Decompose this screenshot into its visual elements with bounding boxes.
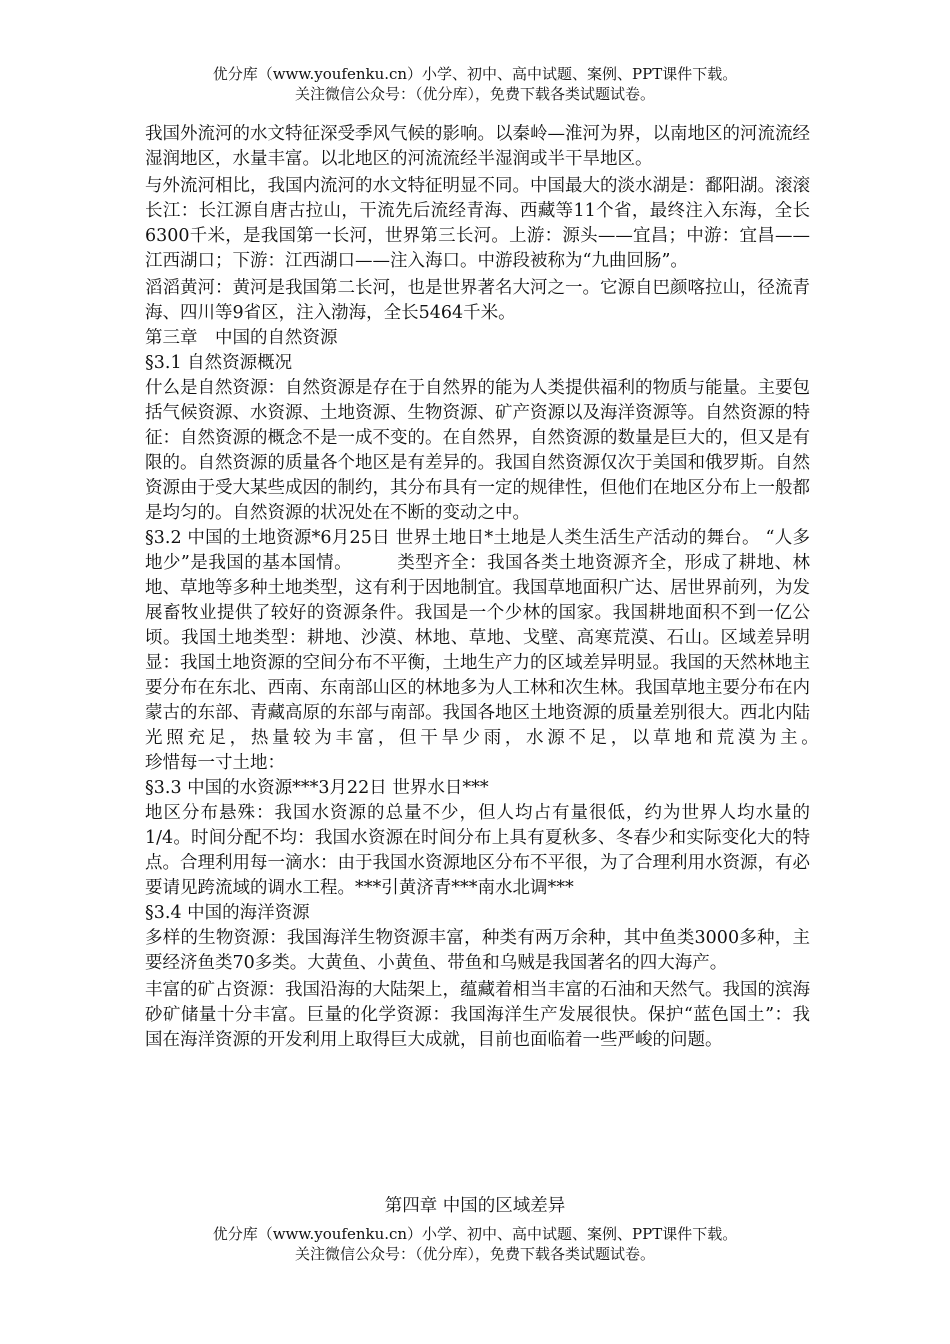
section-3-4-title: §3.4 中国的海洋资源 [145,903,310,923]
page-header [0,64,950,104]
paragraph-outflow-rivers: 我国外流河的水文特征深受季风气候的影响。以秦岭—淮河为界，以南地区的河流流经湿润地区，水量丰富。以北地区的河流流经半湿润或半干旱地区。 [145,124,810,169]
footer-line-2: 关注微信公众号：（优分库），免费下载各类试题试卷。 [294,1245,655,1263]
section-3-3-body: 地区分布悬殊：我国水资源的总量不少，但人均占有量很低，约为世界人均水量的1/4。时间分配不均：我国水资源在时间分布上具有夏秋多、冬春少和实际变化大的特点。合理利用每一滴水：由于我国水资源地区分布不平很，为了合理利用水资源，有必要请见跨流域的调水工程。***引黄济青***南水北调*** [145,803,810,898]
section-3-4-body-1: 多样的生物资源：我国海洋生物资源丰富，种类有两万余种，其中鱼类3000多种，主要经济鱼类70多类。大黄鱼、小黄鱼、带鱼和乌贼是我国著名的四大海产。 [145,928,810,973]
section-3-4-body-2: 丰富的矿占资源：我国沿海的大陆架上，蕴藏着相当丰富的石油和天然气。我国的滨海砂矿储量十分丰富。巨量的化学资源：我国海洋生产发展很快。保护“蓝色国土”：我国在海洋资源的开发利用上取得巨大成就，目前也面临着一些严峻的问题。 [145,980,810,1050]
chapter-3-title: 第三章 中国的自然资源 [145,328,338,348]
section-3-2-body: §3.2 中国的土地资源*6月25日 世界土地日*土地是人类生活生产活动的舞台。 “人多地少”是我国的基本国情。 类型齐全：我国各类土地资源齐全，形成了耕地、林地、草地等多种土地类型，这有利于因地制宜。我国草地面积广达、居世界前列，为发展畜牧业提供了较好的资源条件。我国是一个少林的国家。我国耕地面积不到一亿公顷。我国土地类型：耕地、沙漠、林地、草地、戈壁、高寒荒漠、石山。区域差异明显：我国土地资源的空间分布不平衡，土地生产力的区域差异明显。我国的天然林地主要分布在东北、西南、东南部山区的林地多为人工林和次生林。我国草地主要分布在内蒙古的东部、青藏高原的东部与南部。我国各地区土地资源的质量差别很大。西北内陆光照充足，热量较为丰富，但干旱少雨，水源不足，以草地和荒漠为主。 珍惜每一寸土地： [145,528,915,773]
document-body [145,122,915,1053]
header-line-2: 关注微信公众号：（优分库），免费下载各类试题试卷。 [294,85,655,103]
section-3-1-title: §3.1 自然资源概况 [145,353,293,373]
chapter-4-title: 第四章 中国的区域差异 [384,1196,566,1216]
header-line-1: 优分库（www.youfenku.cn）小学、初中、高中试题、案例、PPT课件下载。 [212,65,738,83]
section-3-1-body: 什么是自然资源：自然资源是存在于自然界的能为人类提供福利的物质与能量。主要包括气候资源、水资源、土地资源、生物资源、矿产资源以及海洋资源等。自然资源的特征：自然资源的概念不是一成不变的。在自然界，自然资源的数量是巨大的，但又是有限的。自然资源的质量各个地区是有差异的。我国自然资源仅次于美国和俄罗斯。自然资源由于受大某些成因的制约，其分布具有一定的规律性，但他们在地区分布上一般都是均匀的。自然资源的状况处在不断的变动之中。 [145,378,810,523]
paragraph-yellow-river: 滔滔黄河：黄河是我国第二长河，也是世界著名大河之一。它源自巴颜喀拉山，径流青海、四川等9省区，注入渤海，全长5464千米。 [145,278,810,323]
section-3-3-title: §3.3 中国的水资源***3月22日 世界水日*** [145,778,489,798]
paragraph-yangtze: 与外流河相比，我国内流河的水文特征明显不同。中国最大的淡水湖是：鄱阳湖。滚滚长江：长江源自唐古拉山，干流先后流经青海、西藏等11个省，最终注入东海，全长6300千米，是我国第一长河，世界第三长河。上游：源头——宜昌；中游：宜昌——江西湖口；下游：江西湖口——注入海口。中游段被称为“九曲回肠”。 [145,176,810,271]
page-footer [0,1224,950,1264]
footer-line-1: 优分库（www.youfenku.cn）小学、初中、高中试题、案例、PPT课件下载。 [212,1225,738,1243]
